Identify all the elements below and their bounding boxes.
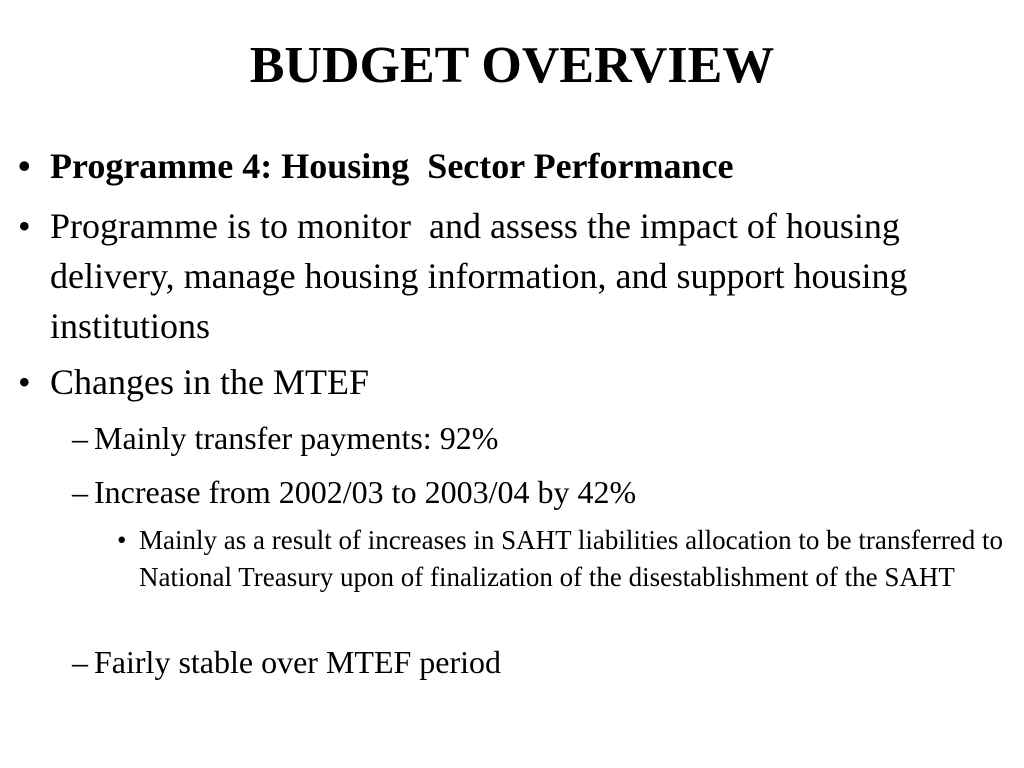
dash-marker: – (72, 644, 88, 680)
sub-bullet-item (72, 415, 994, 461)
bullet-item (18, 357, 1000, 407)
bullet-item (18, 141, 1000, 191)
bullet-text: Programme 4: Housing Sector Performance (50, 146, 734, 186)
sub-bullet-text: Increase from 2002/03 to 2003/04 by 42% (94, 474, 637, 510)
bullet-item (18, 201, 1000, 351)
bullet-text: Changes in the MTEF (50, 362, 369, 402)
sub-sub-bullet-text: Mainly as a result of increases in SAHT liabilities allocation to be transferred to National Treasury upon of finalization of the disestablishment of the SAHT (139, 525, 1004, 592)
bullet-marker: • (18, 146, 31, 186)
sub-bullet-text: Mainly transfer payments: 92% (94, 420, 499, 456)
sub-bullet-item (72, 639, 994, 685)
dash-marker: – (72, 420, 88, 456)
dash-marker: – (72, 474, 88, 510)
sub-bullet-text: Fairly stable over MTEF period (94, 644, 502, 680)
sub-bullet-item (72, 469, 994, 515)
bullet-text: Programme is to monitor and assess the impact of housing delivery, manage housing information, and support housing institutions (50, 206, 917, 346)
sub-sub-bullet-item (117, 522, 1009, 595)
slide-title: BUDGET OVERVIEW (249, 37, 775, 94)
bullet-marker: • (117, 525, 127, 555)
bullet-marker: • (18, 362, 31, 402)
bullet-marker: • (18, 206, 31, 246)
